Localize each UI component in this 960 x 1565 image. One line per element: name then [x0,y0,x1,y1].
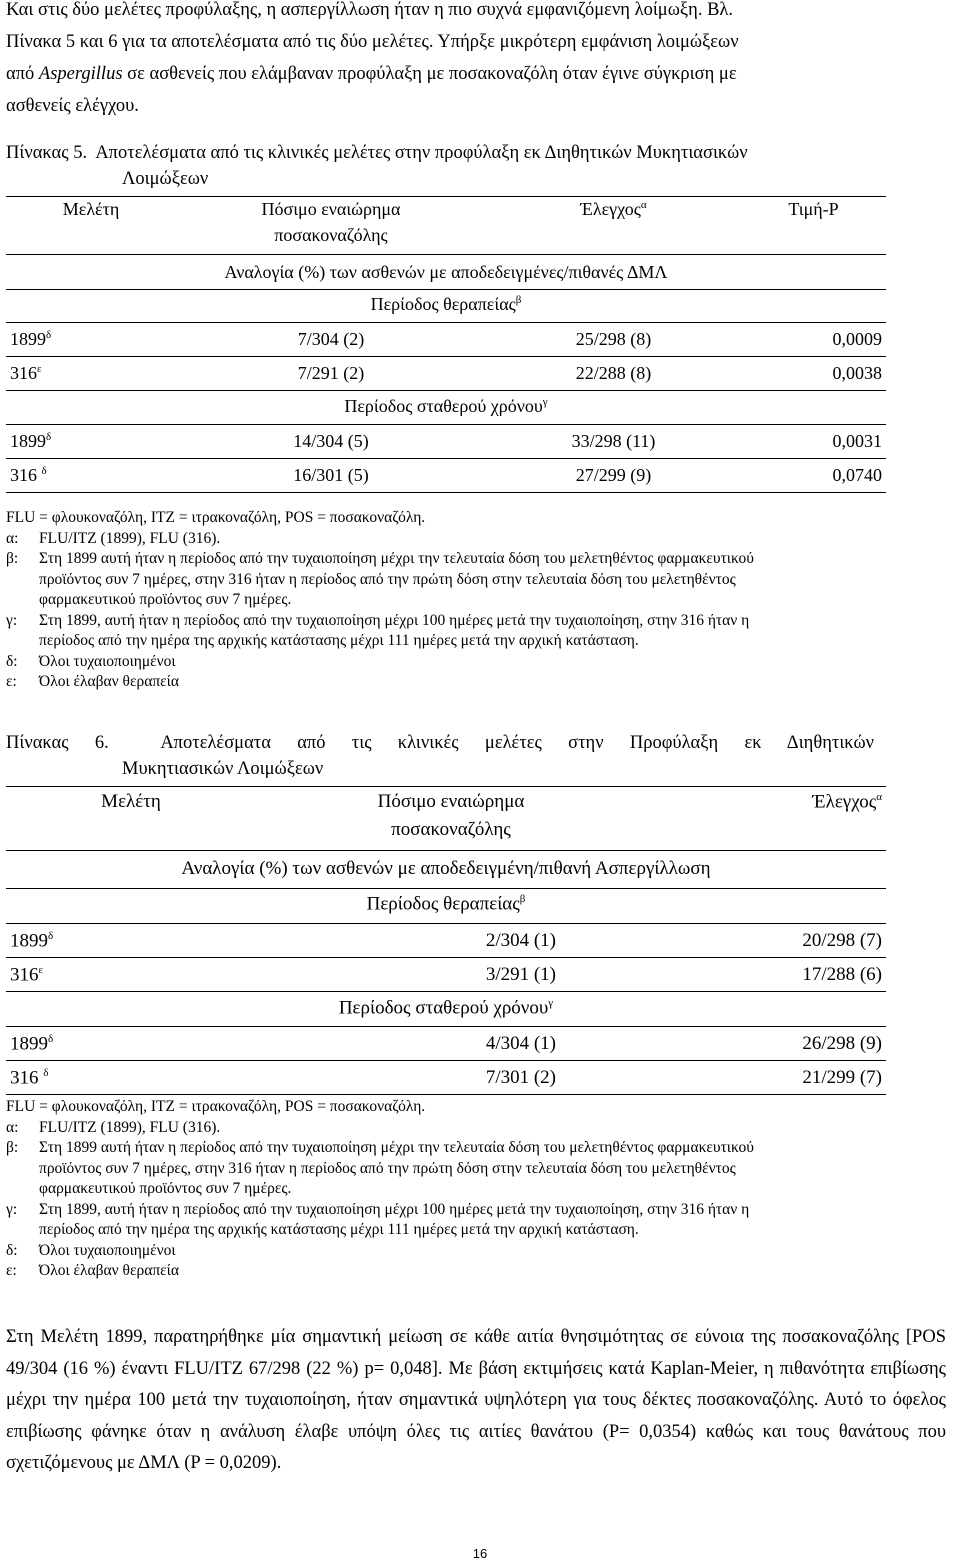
table-row: $1899^\delta$ 7/304 (2) 25/298 (8) 0,0009 [6,323,886,357]
table5-note-e: ε: Όλοι έλαβαν θεραπεία [6,673,179,690]
table-row: $1899^\delta$ 4/304 (1) 26/298 (9) [6,1027,886,1061]
table6-header-pos-2: ποσακοναζόλης [391,818,511,840]
table5-header-control: Έλεγχος$^\alpha$ [580,199,647,219]
table5-note-d: δ: Όλοι τυχαιοποιημένοι [6,652,176,670]
table5-period1: Περίοδος θεραπείας$^\beta$ [370,294,522,314]
table-row: $1899^\delta$ 14/304 (5) 33/298 (11) 0,0031 [6,425,886,459]
table5-note-b: β: Στη 1899 αυτή ήταν η περίοδος από την τυχαιοποίηση μέχρι την τελευταία δόση του μελετηθέντος φαρμακευτικού προϊόντος συν 7 ημέρες, στην 316 ήταν η περίοδος από την πρώτη δόση στην τελευταία δόση του μελετηθέντος φαρμακευτικού προϊόντος συν 7 ημέρες. [6,550,754,608]
table5 [6,196,886,493]
table5-note-a: α: FLU/ITZ (1899), FLU (316). [6,529,221,547]
table6-note-b: β: Στη 1899 αυτή ήταν η περίοδος από την τυχαιοποίηση μέχρι την τελευταία δόση του μελετηθέντος φαρμακευτικού προϊόντος συν 7 ημέρες, στην 316 ήταν η περίοδος από την πρώτη δόση στην τελευταία δόση του μελετηθέντος φαρμακευτικού προϊόντος συν 7 ημέρες. [6,1139,754,1197]
table6-note-g: γ: Στη 1899, αυτή ήταν η περίοδος από την τυχαιοποίηση μέχρι 100 ημέρες μετά την τυχαιοποίηση, στην 316 ήταν η περίοδος από την ημέρα της αρχικής κατάστασης μέχρι 111 ημέρες μετά την αρχική κατάσταση. [6,1200,750,1238]
table6-note-abbrev: FLU = φλουκοναζόλη, ITZ = ιτρακοναζόλη, POS = ποσακοναζόλη. [6,1098,426,1115]
table6-notes [6,1097,926,1282]
intro-line-1: Και στις δύο μελέτες προφύλαξης, η ασπεργίλλωση ήταν η πιο συχνά εμφανιζόμενη λοίμωξη. Βλ. [6,0,734,20]
table6-period2: Περίοδος σταθερού χρόνου$^\gamma$ [338,997,554,1019]
table6-period1: Περίοδος θεραπείας$^\beta$ [366,893,526,915]
table6-caption [6,730,946,782]
table6-header-pos-1: Πόσιμο εναιώρημα [377,791,525,812]
intro-line-4: ασθενείς ελέγχου. [6,96,139,116]
table5-title-line2: Λοιμώξεων [122,169,209,189]
table-row: $1899^\delta$ 2/304 (1) 20/298 (7) [6,924,886,958]
table6 [6,786,886,1095]
table-row: 316 $^\delta$ 7/301 (2) 21/299 (7) [6,1061,886,1095]
table5-note-g: γ: Στη 1899, αυτή ήταν η περίοδος από την τυχαιοποίηση μέχρι 100 ημέρες μετά την τυχαιοποίηση, στην 316 ήταν η περίοδος από την ημέρα της αρχικής κατάστασης μέχρι 111 ημέρες μετά την αρχική κατάσταση. [6,611,750,649]
table-row: 316 $^\delta$ 16/301 (5) 27/299 (9) 0,0740 [6,459,886,493]
table6-title-line1: Αποτελέσματα από τις κλινικές μελέτες στην Προφύλαξη εκ Διηθητικών [160,733,874,753]
closing-paragraph: Στη Μελέτη 1899, παρατηρήθηκε μία σημαντική μείωση σε κάθε αιτία θνησιμότητας σε εύνοια της ποσακοναζόλης [POS 49/304 (16 %) έναντι FLU/ITZ 67/298 (22 %) p= 0,048]. Με βάση εκτιμήσεις κατά Kaplan-Meier, η πιθανότητα επιβίωσης μέχρι την ημέρα 100 μετά την τυχαιοποίηση, ήταν σημαντικά υψηλότερη για τους δέκτες ποσακοναζόλης. Αυτό το όφελος επιβίωσης φάνηκε όταν η ανάλυση έλαβε υπόψη όλες τις αιτίες θανάτου (P= 0,0354) καθώς και τους θανάτους που σχετιζόμενους με ΔΜΛ (P = 0,0209). [6,1327,946,1473]
table5-title-line1: Αποτελέσματα από τις κλινικές μελέτες στην προφύλαξη εκ Διηθητικών Μυκητιασικών [95,143,748,163]
table5-notes [6,508,926,693]
table6-subheader: Αναλογία (%) των ασθενών με αποδεδειγμένη/πιθανή Ασπεργίλλωση [181,858,711,879]
intro-paragraph [6,0,946,122]
intro-line-3: από Aspergillus σε ασθενείς που ελάμβαναν προφύλαξη με ποσακοναζόλη όταν έγινε σύγκριση με [6,64,737,84]
table6-label: Πίνακας 6. [6,733,109,753]
table6-note-d: δ: Όλοι τυχαιοποιημένοι [6,1241,176,1259]
table6-note-a: α: FLU/ITZ (1899), FLU (316). [6,1118,221,1136]
table6-header-control: Έλεγχος$^\alpha$ [812,791,882,813]
table5-subheader: Αναλογία (%) των ασθενών με αποδεδειγμένες/πιθανές ΔΜΛ [224,262,668,282]
page-number: 16 [472,1546,488,1561]
table6-note-e: ε: Όλοι έλαβαν θεραπεία [6,1262,179,1279]
table-row: $316^\varepsilon$ 3/291 (1) 17/288 (6) [6,958,886,992]
table-row: $316^\varepsilon$ 7/291 (2) 22/288 (8) 0,0038 [6,357,886,391]
table5-caption [6,140,946,192]
table5-header-pos-2: ποσακοναζόλης [274,224,388,245]
table5-header-pvalue: Τιμή-P [788,199,839,219]
intro-line-2: Πίνακα 5 και 6 για τα αποτελέσματα από τις δύο μελέτες. Υπήρξε μικρότερη εμφάνιση λοιμώξεων [6,32,739,52]
table6-title-line2: Μυκητιασικών Λοιμώξεων [122,759,324,779]
table6-header-row [6,787,886,819]
table6-header-study: Μελέτη [101,791,161,812]
table5-note-abbrev: FLU = φλουκοναζόλη, ITZ = ιτρακοναζόλη, POS = ποσακοναζόλη. [6,509,426,526]
table5-period2: Περίοδος σταθερού χρόνου$^\gamma$ [344,396,548,416]
table5-header-study: Μελέτη [62,199,120,219]
table5-label: Πίνακας 5. [6,143,88,163]
table5-header-pos-1: Πόσιμο εναιώρημα [261,199,401,219]
table5-header-row [6,197,886,225]
